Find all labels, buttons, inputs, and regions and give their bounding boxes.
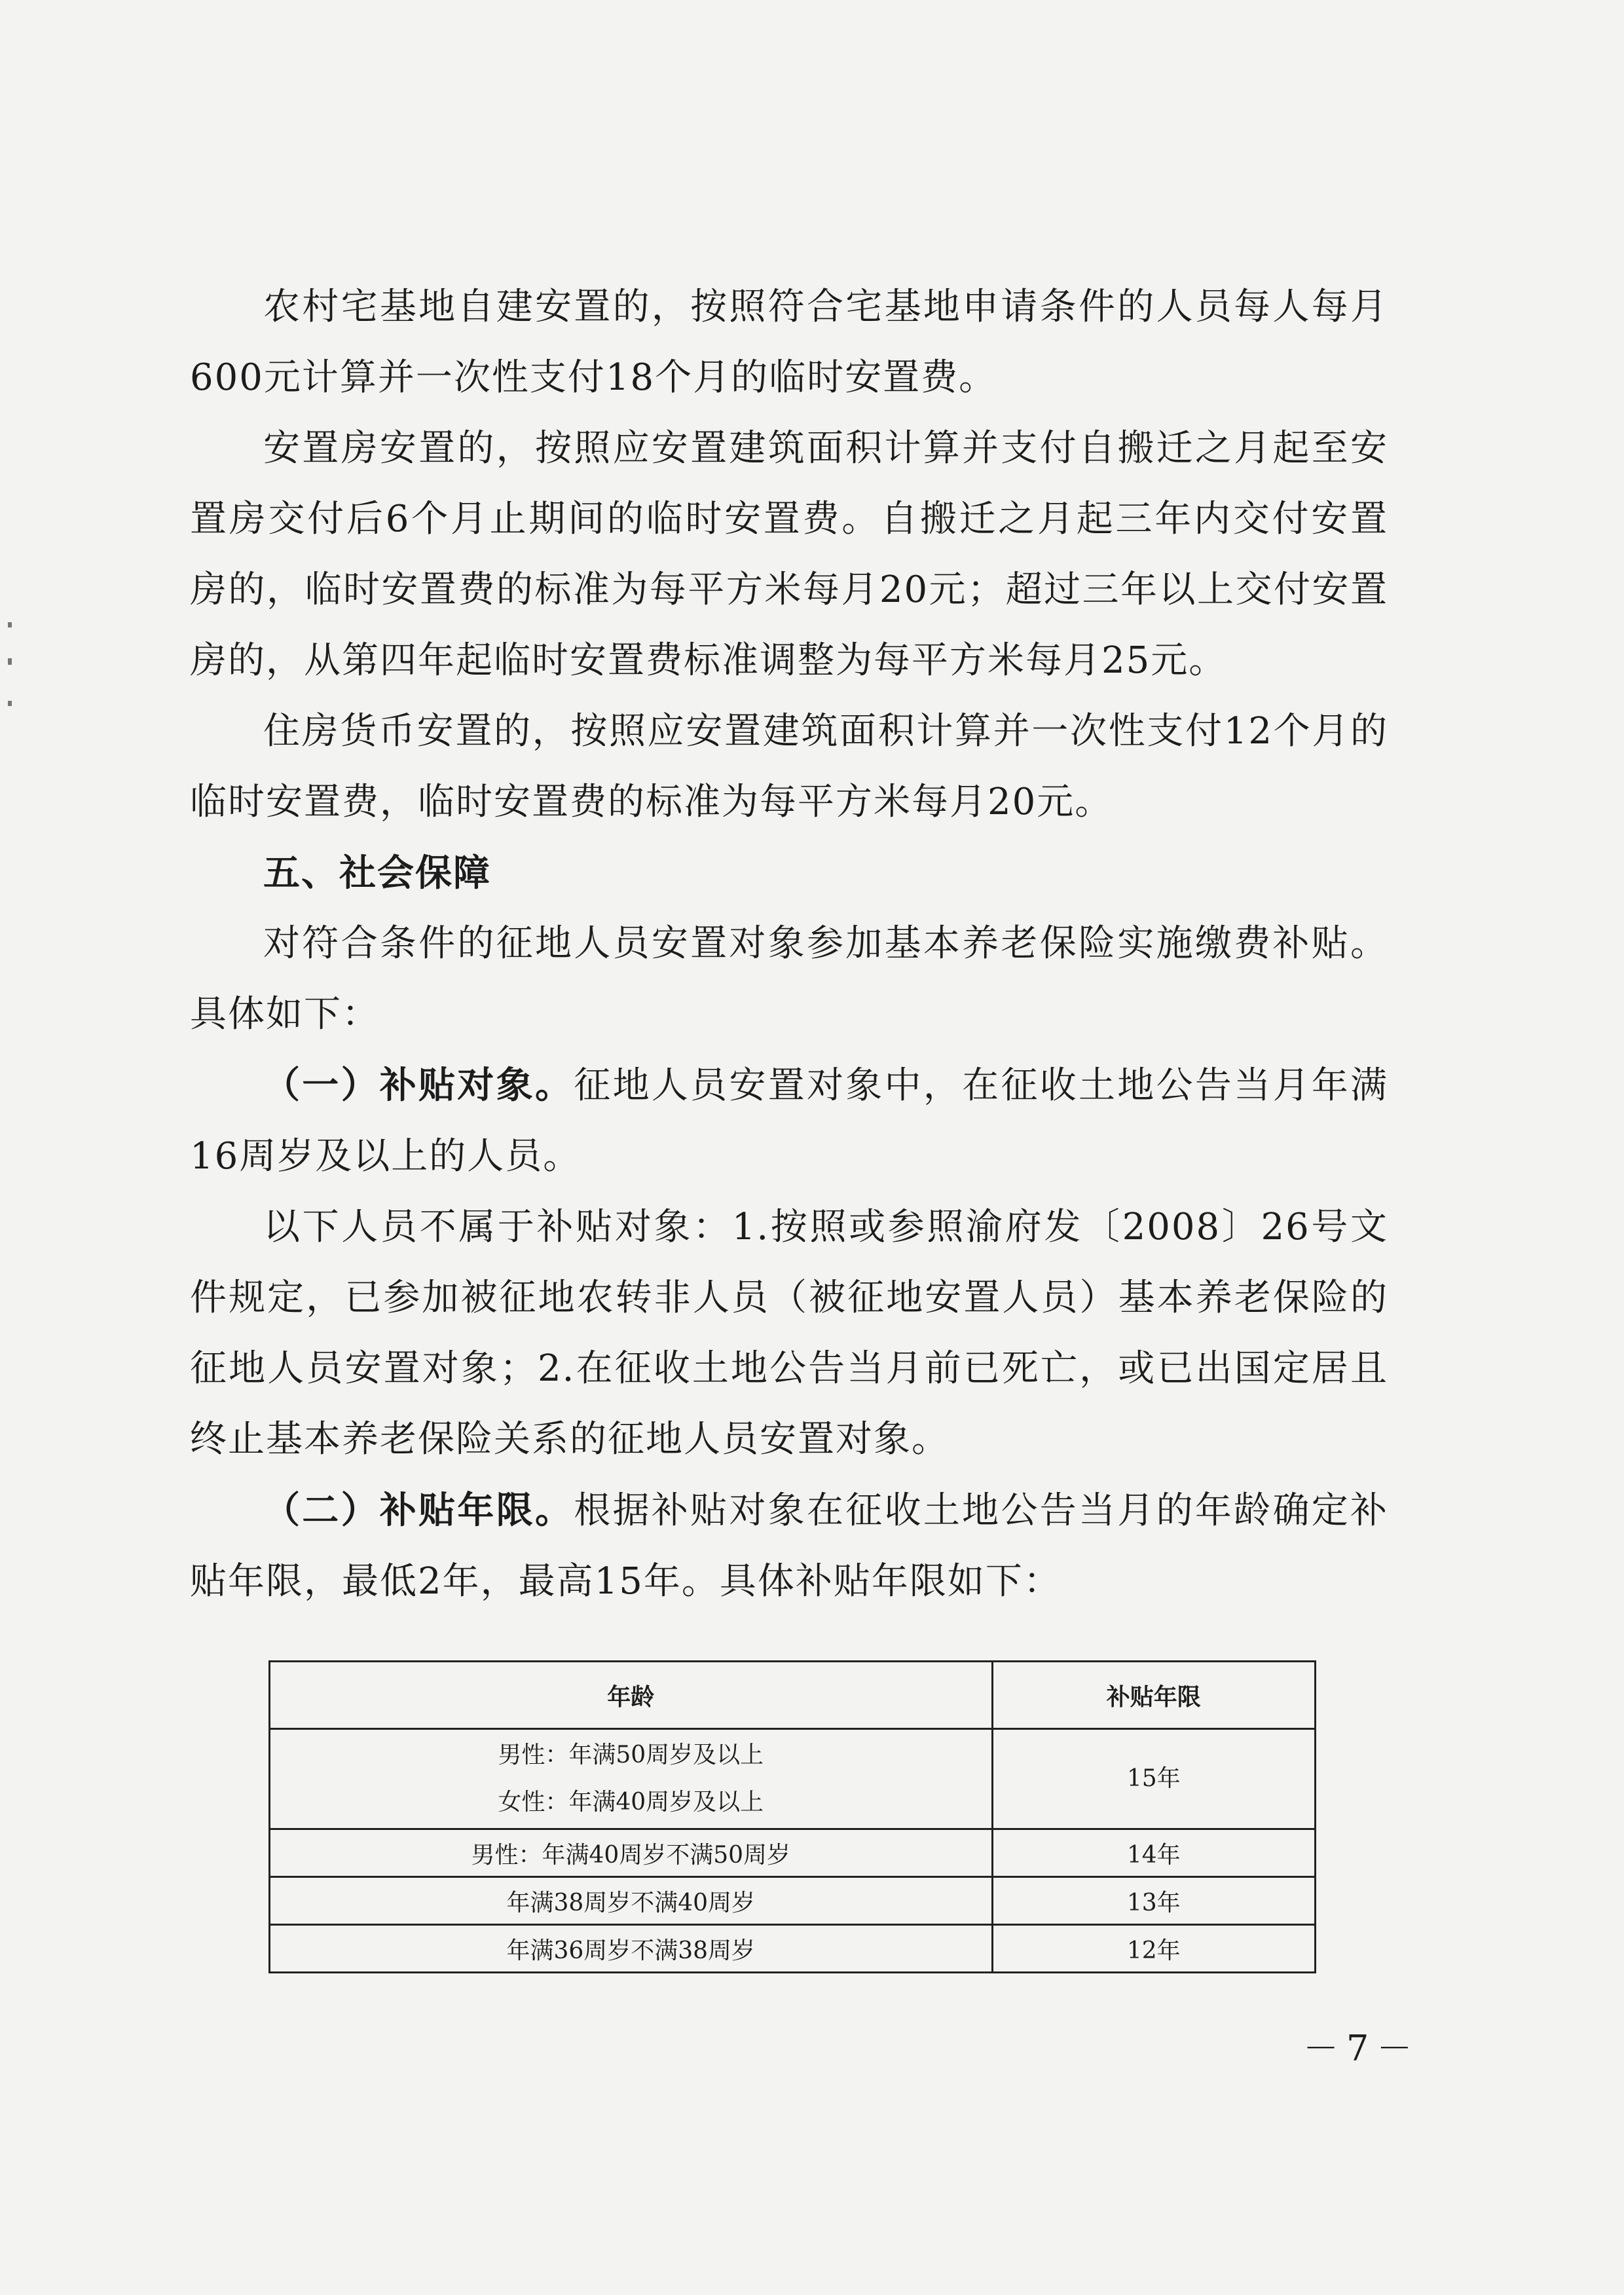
- table-row: [270, 1877, 1316, 1925]
- table-cell-age: 年满38周岁不满40周岁: [270, 1877, 993, 1925]
- subsidy-years-text: 根据补贴对象在征收土地公告当月的年龄确定补贴年限，最低2年，最高15年。具体补贴年限如下：: [190, 1489, 1389, 1603]
- table-cell-years: 12年: [992, 1925, 1315, 1973]
- paragraph-subsidy-target: [190, 1050, 1388, 1192]
- table-row: [270, 1925, 1316, 1973]
- subsidy-years-table-wrapper: [268, 1660, 1316, 1973]
- table-header-age: 年龄: [270, 1662, 993, 1729]
- table-header-years: 补贴年限: [992, 1662, 1315, 1729]
- paragraph-subsidy-years: [190, 1475, 1388, 1617]
- table-cell-years: 13年: [992, 1877, 1315, 1925]
- paragraph-exclusions: 以下人员不属于补贴对象：1.按照或参照渝府发〔2008〕26号文件规定，已参加被征地农转非人员（被征地安置人员）基本养老保险的征地人员安置对象；2.在征收土地公告当月前已死亡，或已出国定居且终止基本养老保险关系的征地人员安置对象。: [190, 1206, 1388, 1461]
- table-row: [270, 1829, 1316, 1877]
- table-row: [270, 1729, 1316, 1829]
- subsidy-years-label: （二）补贴年限。: [263, 1489, 574, 1532]
- subsidy-years-table: [268, 1660, 1316, 1973]
- subsidy-target-label: （一）补贴对象。: [263, 1064, 574, 1107]
- paragraph-homestead-resettlement: 农村宅基地自建安置的，按照符合宅基地申请条件的人员每人每月600元计算并一次性支付18个月的临时安置费。: [190, 286, 1388, 399]
- paragraph-resettlement-housing: 安置房安置的，按照应安置建筑面积计算并支付自搬迁之月起至安置房交付后6个月止期间的临时安置费。自搬迁之月起三年内交付安置房的，临时安置费的标准为每平方米每月20元；超过三年以上交付安置房的，从第四年起临时安置费标准调整为每平方米每月25元。: [190, 427, 1388, 682]
- age-line-male: 男性：年满50周岁及以上: [498, 1742, 764, 1768]
- binding-hole-marks: [7, 622, 13, 714]
- table-cell-age: [270, 1729, 993, 1829]
- table-cell-age: 男性：年满40周岁不满50周岁: [270, 1829, 993, 1877]
- paragraph-social-security-intro: 对符合条件的征地人员安置对象参加基本养老保险实施缴费补贴。具体如下：: [190, 922, 1388, 1036]
- subsidy-target-text: 征地人员安置对象中，在征收土地公告当月年满16周岁及以上的人员。: [190, 1064, 1389, 1178]
- section-heading-social-security: 五、社会保障: [263, 851, 491, 895]
- age-line-female: 女性：年满40周岁及以上: [498, 1789, 764, 1816]
- table-header-row: [270, 1662, 1316, 1729]
- paragraph-monetary-resettlement: 住房货币安置的，按照应安置建筑面积计算并一次性支付12个月的临时安置费，临时安置费的标准为每平方米每月20元。: [190, 710, 1388, 823]
- table-cell-years: 15年: [992, 1729, 1315, 1829]
- table-cell-age: 年满36周岁不满38周岁: [270, 1925, 993, 1973]
- document-body: [190, 272, 1388, 1617]
- page-number: －7－: [1303, 2028, 1420, 2069]
- table-cell-years: 14年: [992, 1829, 1315, 1877]
